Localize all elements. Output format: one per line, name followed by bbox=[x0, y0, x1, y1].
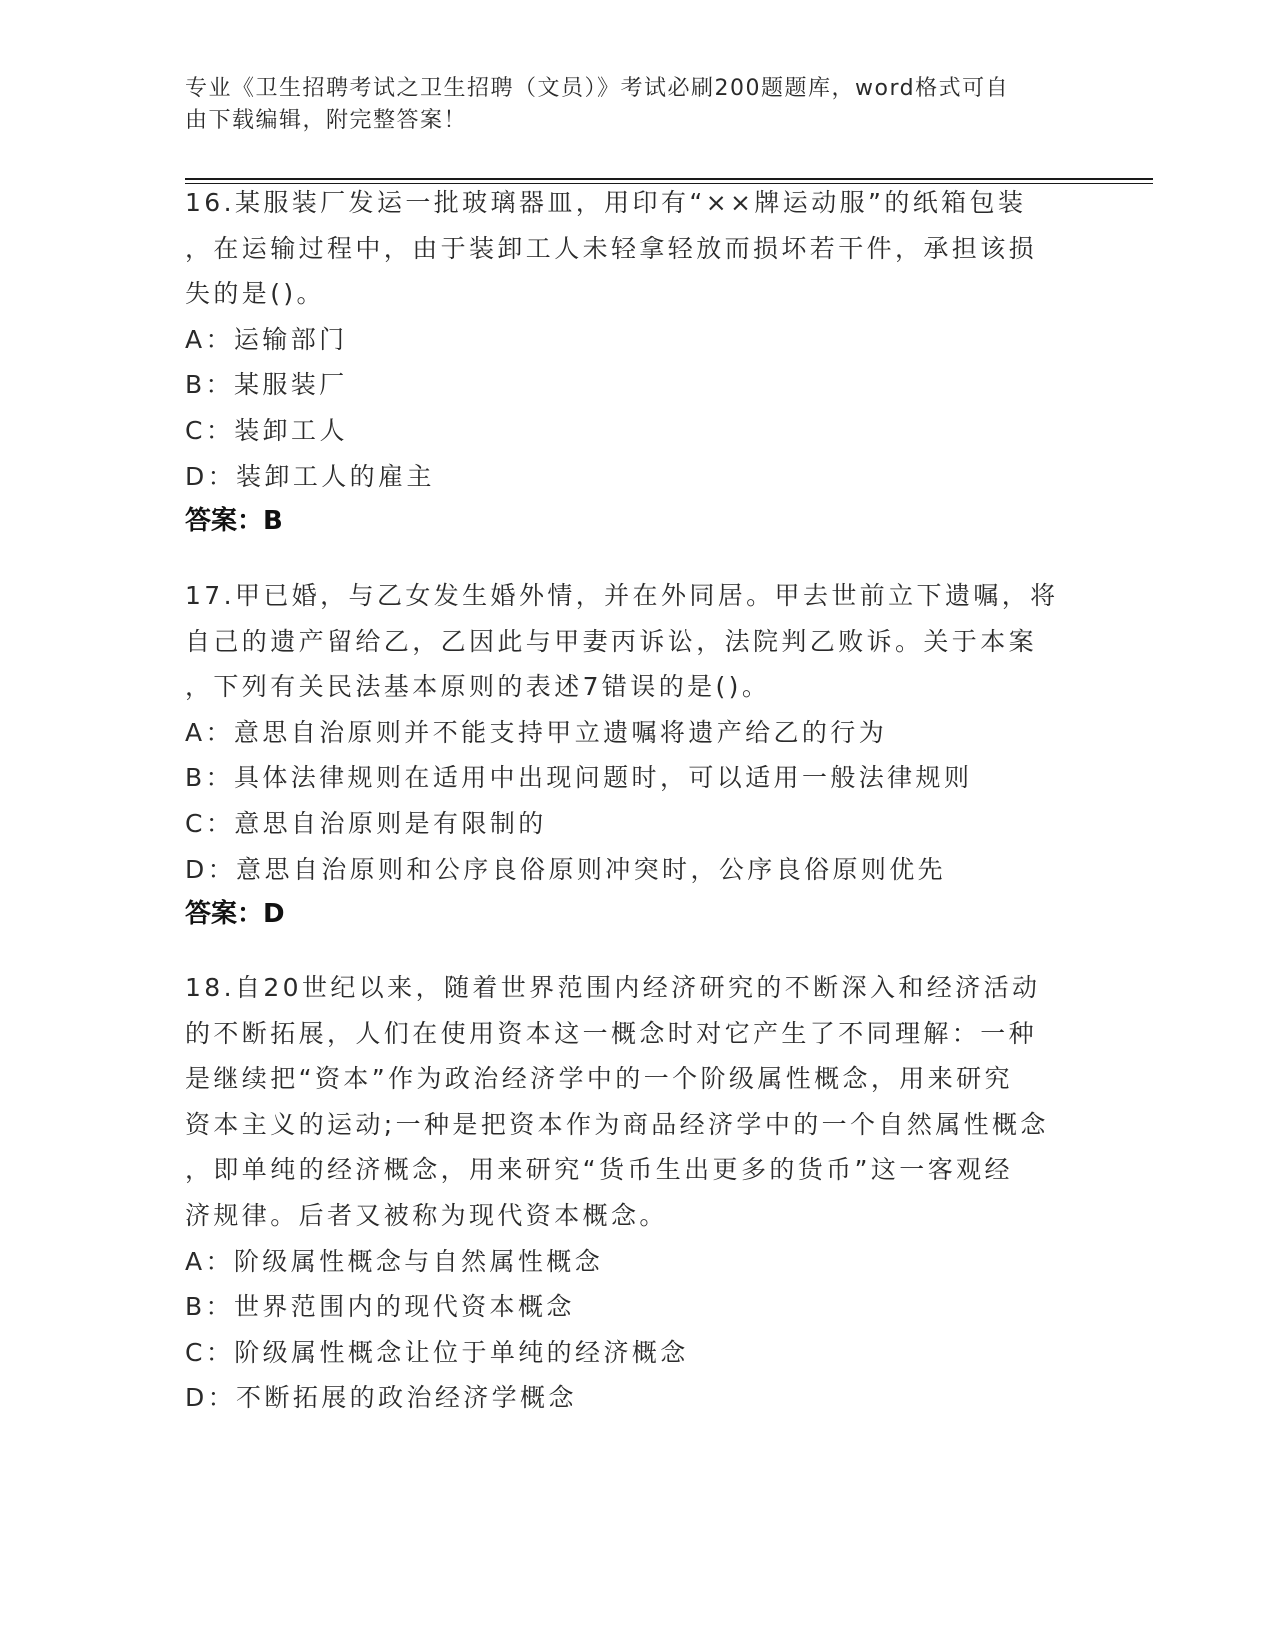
question-18 bbox=[185, 965, 1085, 1421]
document-header: 专业《卫生招聘考试之卫生招聘（文员）》考试必刷200题题库，word格式可自 由下载编辑，附完整答案！ bbox=[185, 76, 1010, 133]
answer-label: 答案：D bbox=[185, 899, 285, 930]
option-c: C：装卸工人 bbox=[185, 415, 348, 445]
option-d: D：装卸工人的雇主 bbox=[185, 461, 435, 491]
option-d: D：意思自治原则和公序良俗原则冲突时，公序良俗原则优先 bbox=[185, 854, 947, 884]
option-d: D：不断拓展的政治经济学概念 bbox=[185, 1383, 577, 1413]
question-stem: 17.甲已婚，与乙女发生婚外情，并在外同居。甲去世前立下遗嘱，将 自己的遗产留给乙，乙因此与甲妻丙诉讼，法院判乙败诉。关于本案 ，下列有关民法基本原则的表述7错误的是()。 bbox=[185, 581, 1059, 702]
question-stem: 16.某服装厂发运一批玻璃器皿，用印有“××牌运动服”的纸箱包装 ，在运输过程中，由于装卸工人未轻拿轻放而损坏若干件，承担该损 失的是()。 bbox=[185, 188, 1038, 309]
option-c: C：阶级属性概念让位于单纯的经济概念 bbox=[185, 1337, 689, 1367]
question-stem: 18.自20世纪以来，随着世界范围内经济研究的不断深入和经济活动 的不断拓展，人们在使用资本这一概念时对它产生了不同理解：一种 是继续把“资本”作为政治经济学中的一个阶级属性概念，用来研究 资本主义的运动;一种是把资本作为商品经济学中的一个自然属性概念 ，即单纯的经济概念，用来研究“货币生出更多的货币”这一客观经 济规律。后者又被称为现代资本概念。 bbox=[185, 973, 1049, 1230]
question-16 bbox=[185, 180, 1085, 545]
option-c: C：意思自治原则是有限制的 bbox=[185, 808, 547, 838]
option-a: A：运输部门 bbox=[185, 324, 348, 354]
option-b: B：世界范围内的现代资本概念 bbox=[185, 1292, 575, 1322]
option-a: A：阶级属性概念与自然属性概念 bbox=[185, 1246, 604, 1276]
option-a: A：意思自治原则并不能支持甲立遗嘱将遗产给乙的行为 bbox=[185, 717, 888, 747]
option-b: B：某服装厂 bbox=[185, 370, 348, 400]
question-17 bbox=[185, 573, 1085, 938]
answer-label: 答案：B bbox=[185, 506, 283, 537]
option-b: B：具体法律规则在适用中出现问题时，可以适用一般法律规则 bbox=[185, 763, 973, 793]
